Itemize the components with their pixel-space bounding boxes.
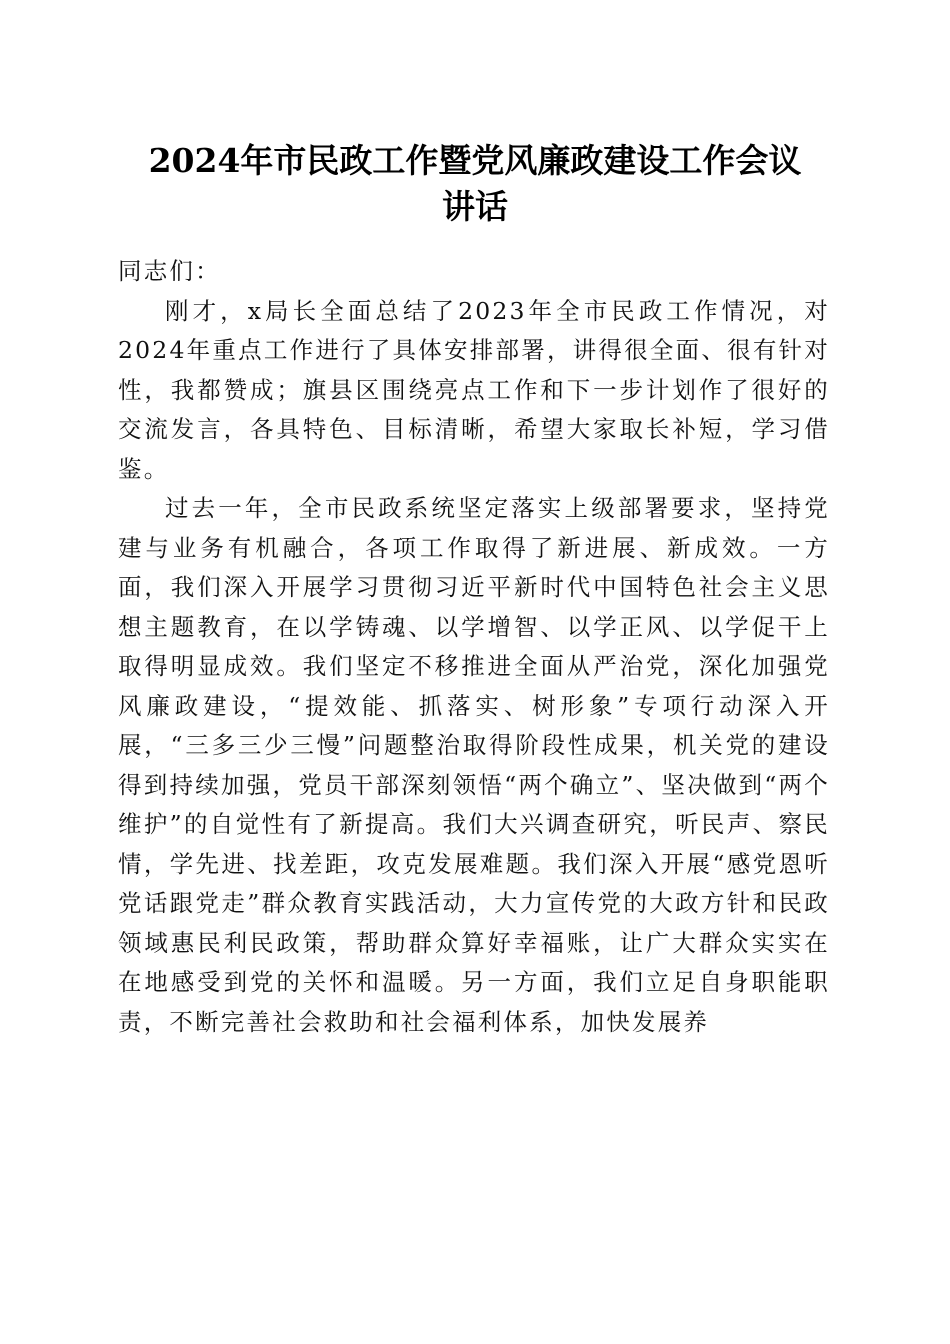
paragraph-2: 过去一年，全市民政系统坚定落实上级部署要求，坚持党建与业务有机融合，各项工作取得了新进展、新成效。一方面，我们深入开展学习贯彻习近平新时代中国特色社会主义思想主题教育，在以学铸魂、以学增智、以学正风、以学促干上取得明显成效。我们坚定不移推进全面从严治党，深化加强党风廉政建设，“提效能、抓落实、树形象”专项行动深入开展，“三多三少三慢”问题整治取得阶段性成果，机关党的建设得到持续加强，党员干部深刻领悟“两个确立”、坚决做到“两个维护”的自觉性有了新提高。我们大兴调查研究，听民声、察民情，学先进、找差距，攻克发展难题。我们深入开展“感党恩听党话跟党走”群众教育实践活动，大力宣传党的大政方针和民政领域惠民利民政策，帮助群众算好幸福账，让广大群众实实在在地感受到党的关怀和温暖。另一方面，我们立足自身职能职责，不断完善社会救助和社会福利体系，加快发展养 <box>118 494 830 1036</box>
title-line-2: 讲话 <box>442 187 508 226</box>
salutation: 同志们： <box>118 257 221 285</box>
paragraph-1: 刚才，x局长全面总结了2023年全市民政工作情况，对2024年重点工作进行了具体安排部署，讲得很全面、很有针对性，我都赞成；旗县区围绕亮点工作和下一步计划作了很好的交流发言，各具特色、目标清晰，希望大家取长补短，学习借鉴。 <box>118 296 830 483</box>
document-body <box>118 252 830 1042</box>
document-title <box>110 138 840 230</box>
title-line-1: 2024年市民政工作暨党风廉政建设工作会议 <box>148 141 802 180</box>
